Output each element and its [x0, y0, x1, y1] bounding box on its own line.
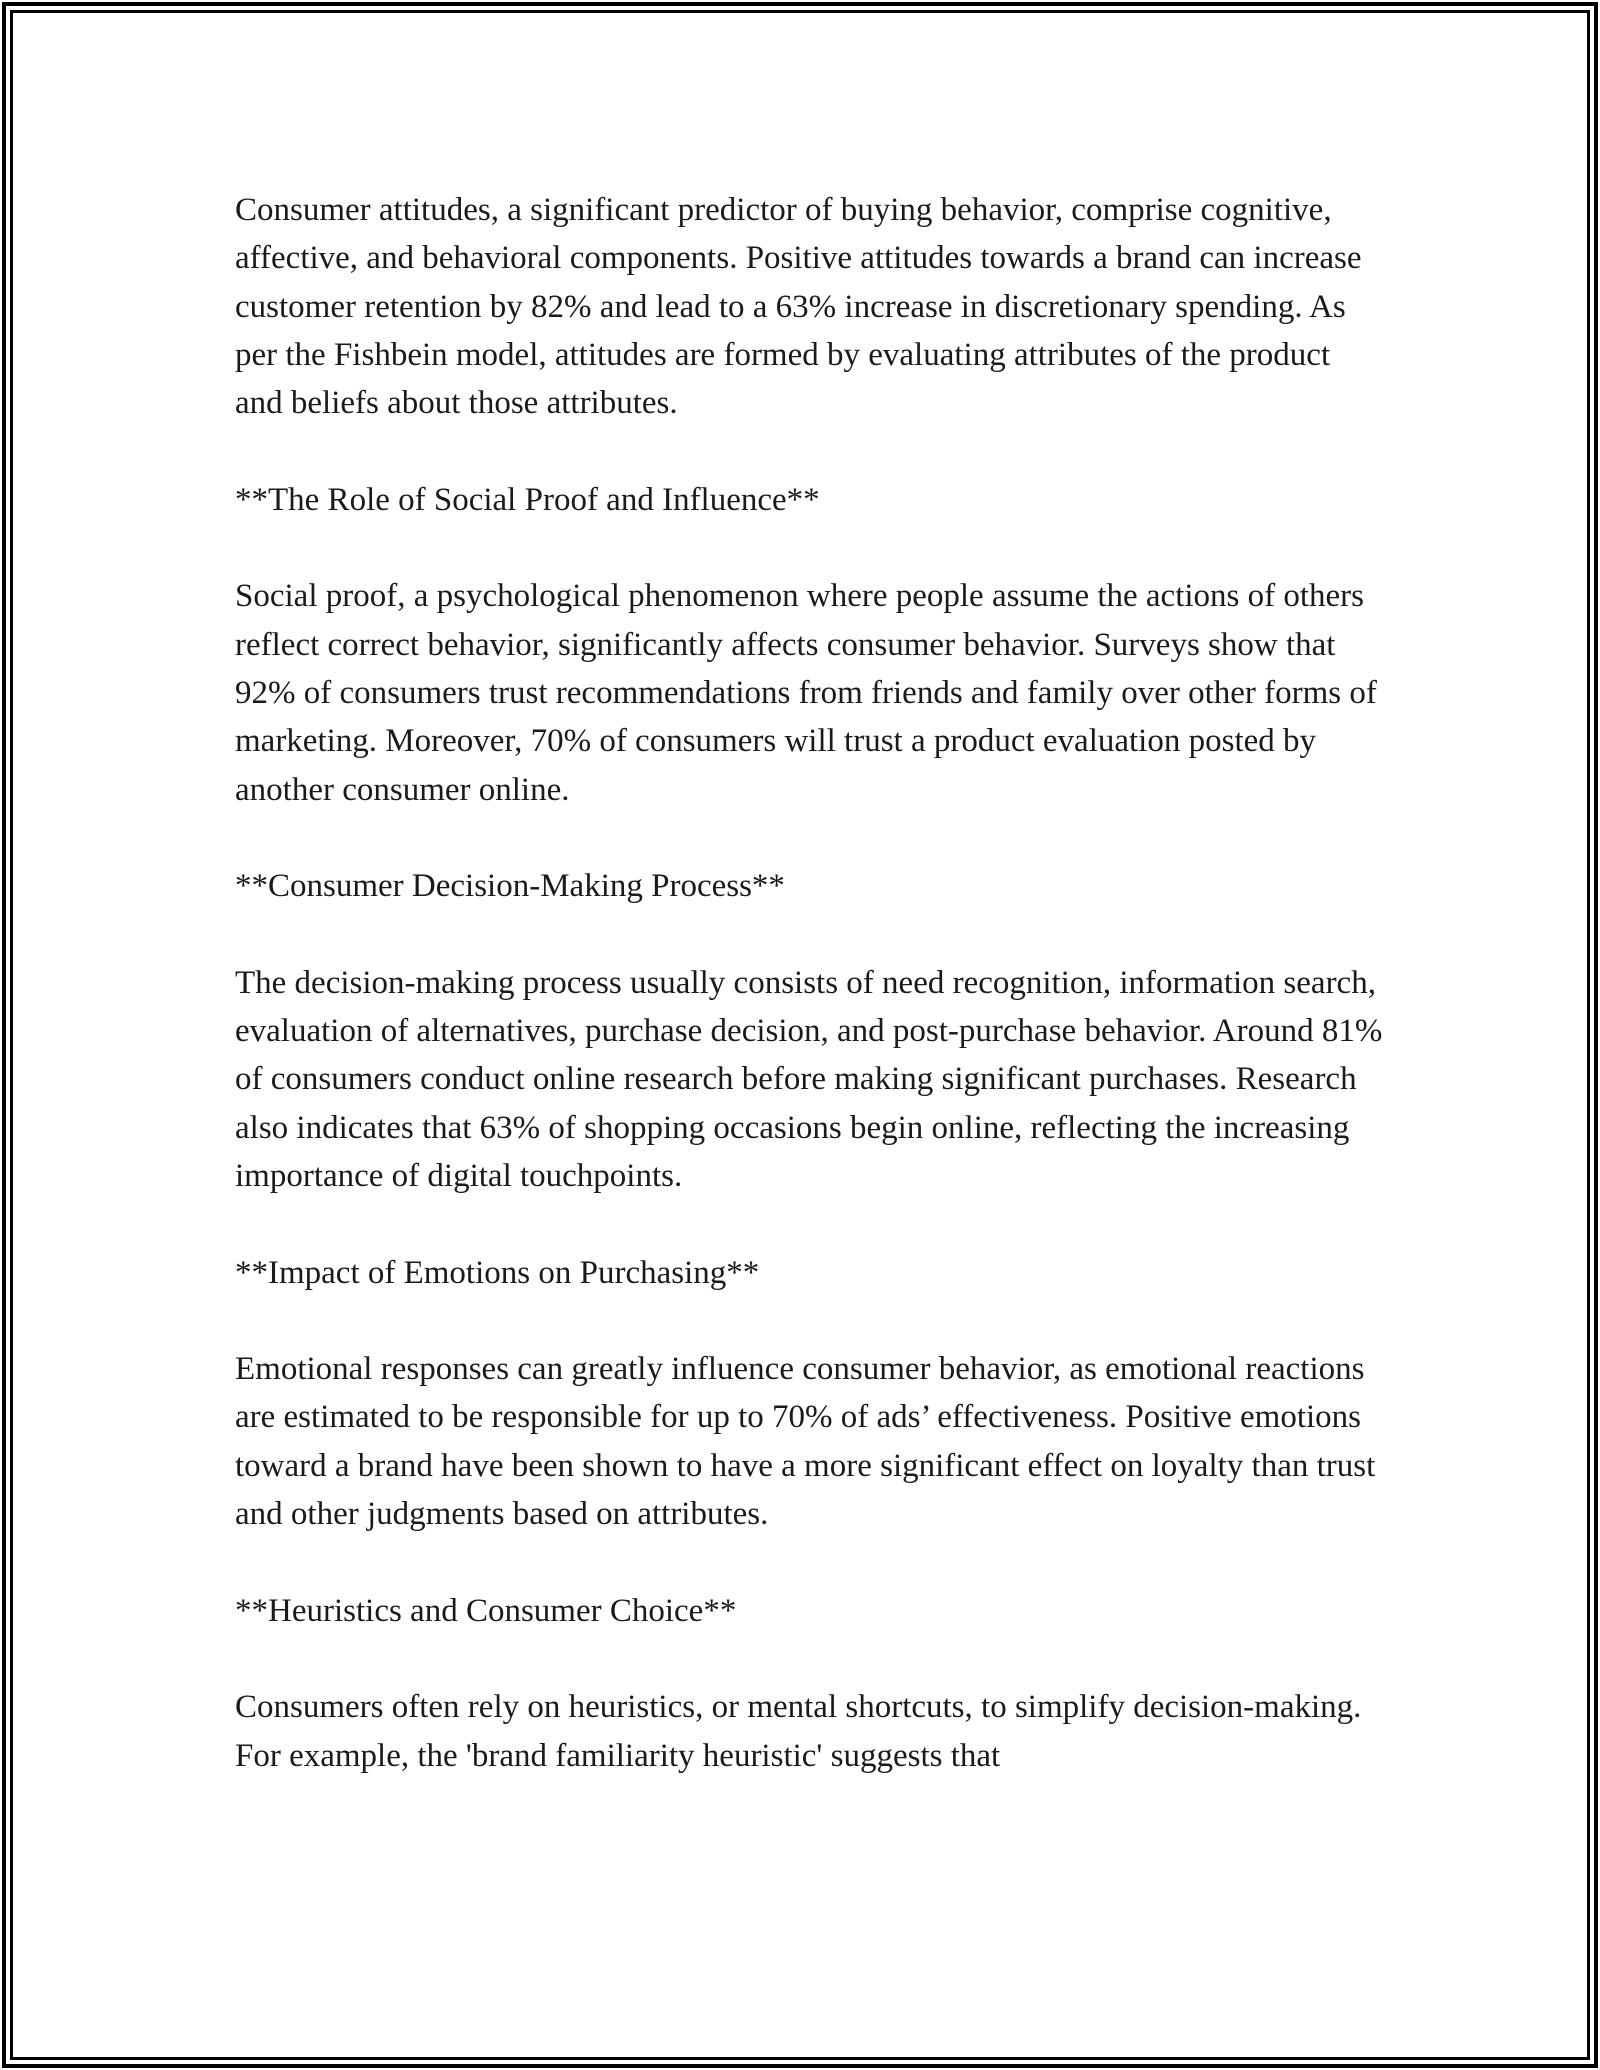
paragraph-decision-making: The decision-making process usually consists of need recognition, information search, evaluation of alternatives, purchase decision, and post-purchase behavior. Around 81% of consumers conduct online research before making significant purchases. Research also indicates that 63% of shopping occasions begin online, reflecting the increasing importance of digital touchpoints. — [235, 964, 1383, 1194]
paragraph-social-proof: Social proof, a psychological phenomenon where people assume the actions of others reflect correct behavior, significantly affects consumer behavior. Surveys show that 92% of consumers trust recommendations from friends and family over other forms of marketing. Moreover, 70% of consumers will trust a product evaluation posted by another consumer online. — [235, 578, 1377, 808]
heading-decision-making: **Consumer Decision-Making Process** — [235, 868, 785, 905]
heading-heuristics: **Heuristics and Consumer Choice** — [235, 1592, 737, 1629]
paragraph-emotions: Emotional responses can greatly influence consumer behavior, as emotional reactions are estimated to be responsible for up to 70% of ads’ effectiveness. Positive emotions toward a brand have been shown to have a more significant effect on loyalty than trust and other judgments based on attributes. — [235, 1351, 1376, 1533]
heading-emotions: **Impact of Emotions on Purchasing** — [235, 1254, 760, 1291]
heading-social-proof: **The Role of Social Proof and Influence** — [235, 481, 820, 518]
paragraph-consumer-attitudes: Consumer attitudes, a significant predictor of buying behavior, comprise cognitive, affective, and behavioral components. Positive attitudes towards a brand can increase customer retention by 82% and lead to a 63% increase in discretionary spending. As per the Fishbein model, attitudes are formed by evaluating attributes of the product and beliefs about those attributes. — [235, 192, 1362, 422]
document-body — [235, 186, 1385, 1780]
paragraph-heuristics: Consumers often rely on heuristics, or mental shortcuts, to simplify decision-making. For example, the 'brand familiarity heuristic' suggests that — [235, 1689, 1362, 1774]
